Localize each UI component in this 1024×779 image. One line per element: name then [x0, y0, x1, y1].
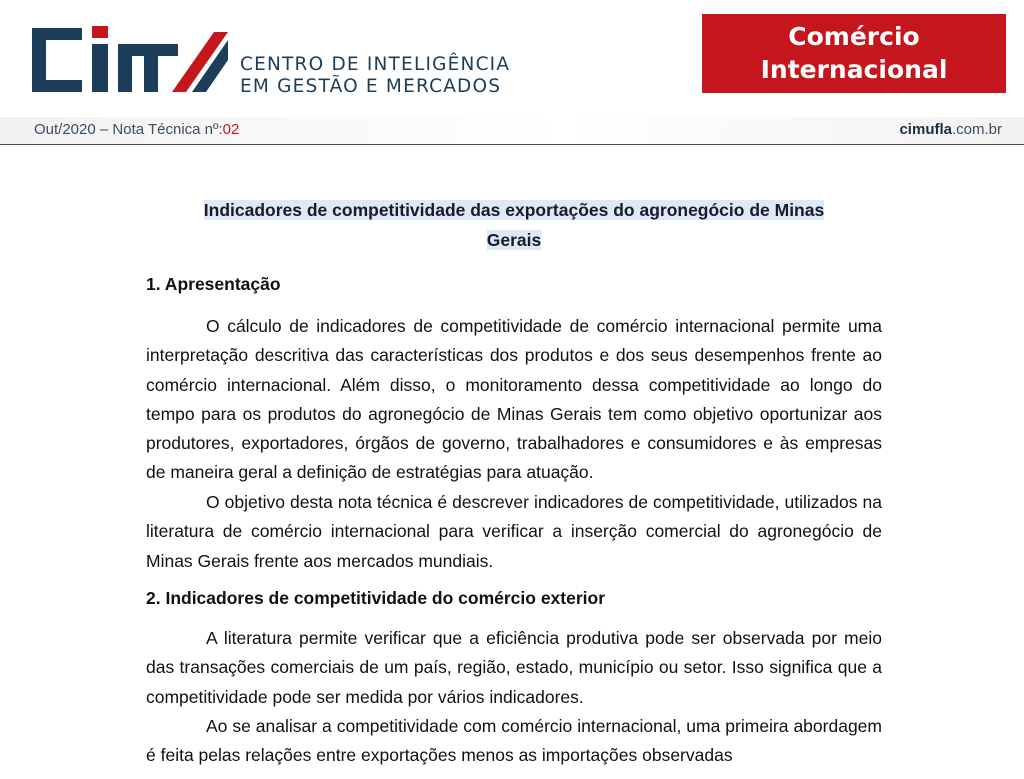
section-2-paragraph-2: Ao se analisar a competitividade com comércio internacional, uma primeira abordagem é feita pelas relações entre exportações menos as importações observadas	[146, 716, 882, 766]
cim-logo	[32, 26, 232, 94]
title-line-2: Gerais	[486, 230, 542, 250]
section-2-paragraph-1: A literatura permite verificar que a eficiência produtiva pode ser observada por meio das transações comerciais de um país, região, estado, município ou setor. Isso significa que a competitividade pode ser medida por vários indicadores.	[146, 628, 882, 707]
badge-line-2: Internacional	[760, 55, 948, 84]
badge-line-1: Comércio	[788, 22, 920, 51]
site-name: cimufla	[899, 121, 952, 138]
issue-label	[34, 121, 239, 138]
issue-prefix: Out/2020 – Nota Técnica nº:	[34, 121, 223, 138]
page-header	[0, 0, 1024, 146]
section-1-paragraph-2: O objetivo desta nota técnica é descrever indicadores de competitividade, utilizados na literatura de comércio internacional para verificar a inserção comercial do agronegócio de Minas Gerais frente aos mercados mundiais.	[146, 492, 882, 571]
organization-name	[240, 54, 510, 98]
section-2-heading: 2. Indicadores de competitividade do comércio exterior	[146, 588, 606, 608]
title-line-1: Indicadores de competitividade das exportações do agronegócio de Minas	[203, 200, 825, 220]
org-line-1: CENTRO DE INTELIGÊNCIA	[240, 54, 511, 75]
category-badge	[702, 14, 1006, 93]
document-title	[146, 195, 882, 255]
issue-number: 02	[222, 121, 240, 138]
section-1-paragraph-1: O cálculo de indicadores de competitividade de comércio internacional permite uma interpretação descritiva das características dos produtos e dos seus desempenhos frente ao comércio internacional. Além disso, o monitoramento dessa competitividade ao longo do tempo para os produtos do agronegócio de Minas Gerais tem como objetivo oportunizar aos produtores, exportadores, órgãos de governo, trabalhadores e consumidores e às empresas de maneira geral a definição de estratégias para atuação.	[146, 316, 882, 483]
header-band	[0, 117, 1024, 145]
section-1-heading: 1. Apresentação	[146, 274, 281, 294]
site-domain: .com.br	[951, 121, 1002, 138]
website-link[interactable]	[899, 121, 1002, 138]
org-line-2: EM GESTÃO E MERCADOS	[240, 76, 502, 97]
